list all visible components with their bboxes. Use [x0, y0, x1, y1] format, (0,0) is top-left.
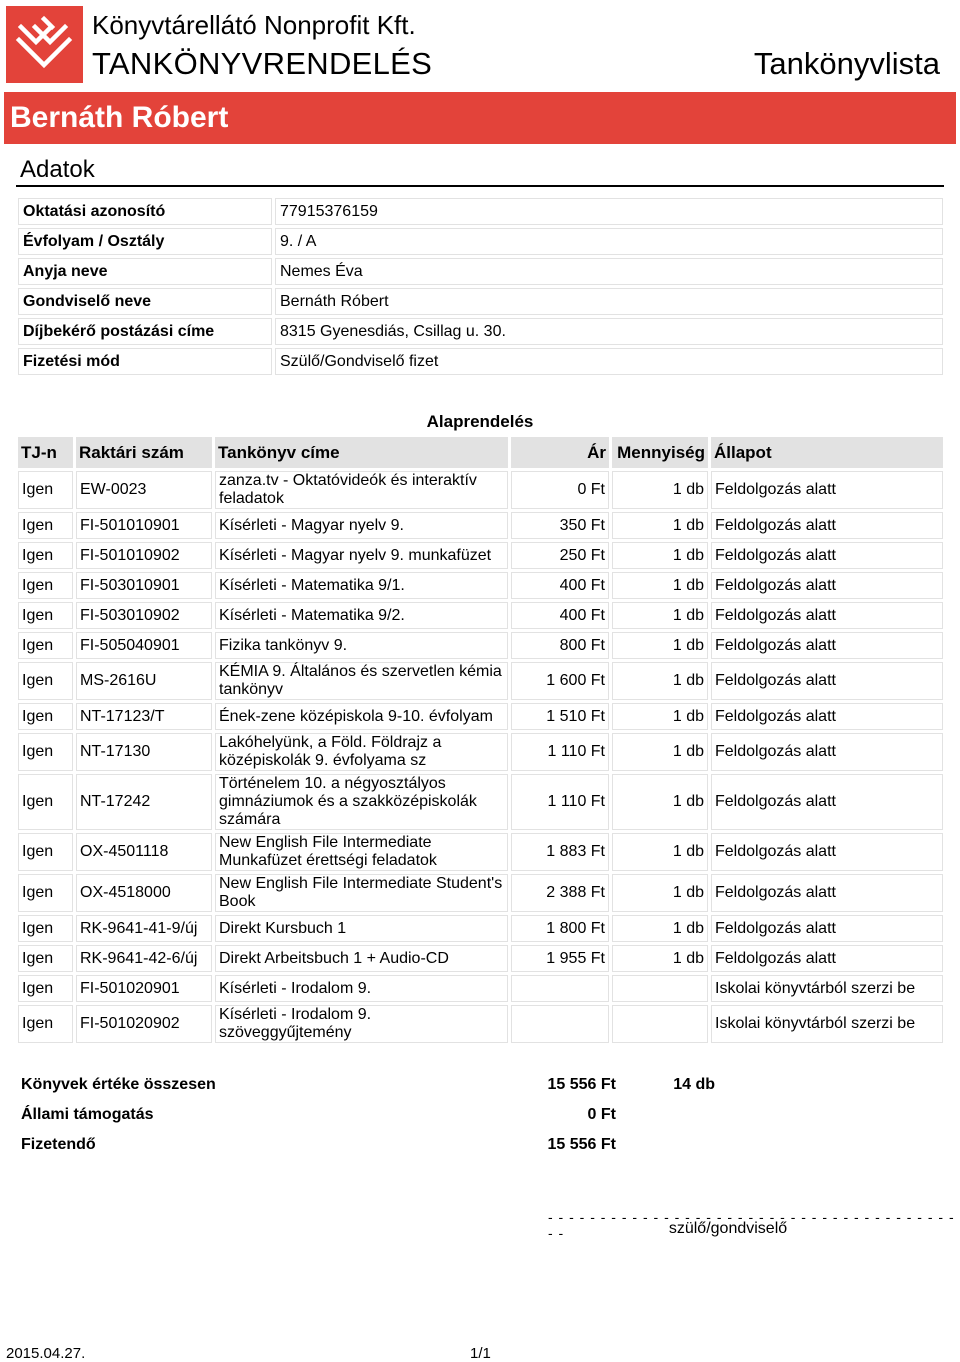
- table-row: [18, 512, 943, 539]
- info-row: [18, 258, 943, 285]
- book-tj: Igen: [18, 733, 73, 771]
- info-label: Oktatási azonosító: [18, 198, 272, 225]
- info-row: [18, 318, 943, 345]
- book-code: FI-501010901: [76, 512, 212, 539]
- col-header-title: Tankönyv címe: [215, 437, 508, 468]
- totals-price: 15 556 Ft: [547, 1135, 616, 1153]
- book-tj: Igen: [18, 874, 73, 912]
- book-tj: Igen: [18, 572, 73, 599]
- book-quantity: 1 db: [612, 703, 708, 730]
- book-code: FI-501020902: [76, 1005, 212, 1043]
- book-price: 1 600 Ft: [511, 662, 609, 700]
- order-title: Alaprendelés: [426, 412, 534, 431]
- book-quantity: 1 db: [612, 572, 708, 599]
- table-row: [18, 542, 943, 569]
- book-title: Kísérleti - Matematika 9/1.: [215, 572, 508, 599]
- totals-quantity: [622, 1131, 718, 1158]
- book-code: RK-9641-42-6/új: [76, 945, 212, 972]
- totals-row: [18, 1101, 943, 1128]
- org-name: Könyvtárellátó Nonprofit Kft.: [92, 10, 416, 40]
- book-title: Fizika tankönyv 9.: [215, 632, 508, 659]
- book-title: KÉMIA 9. Általános és szervetlen kémia tankönyv: [215, 662, 508, 700]
- col-header-qty: Mennyiség: [612, 437, 708, 468]
- book-quantity: 1 db: [612, 733, 708, 771]
- book-price: 1 883 Ft: [511, 833, 609, 871]
- table-row: [18, 774, 943, 830]
- totals-quantity: 14 db: [673, 1075, 715, 1093]
- book-tj: Igen: [18, 542, 73, 569]
- book-title: Történelem 10. a négyosztályos gimnáziumok és a szakközépiskolák számára: [215, 774, 508, 830]
- book-code: FI-501010902: [76, 542, 212, 569]
- col-header-price: Ár: [511, 437, 609, 468]
- student-name: Bernáth Róbert: [10, 101, 229, 134]
- table-row: [18, 833, 943, 871]
- table-row: [18, 915, 943, 942]
- book-status: Feldolgozás alatt: [711, 632, 943, 659]
- totals-label: Fizetendő: [21, 1135, 96, 1153]
- book-title: Kísérleti - Irodalom 9. szöveggyűjtemény: [215, 1005, 508, 1043]
- book-tj: Igen: [18, 915, 73, 942]
- info-value: Szülő/Gondviselő fizet: [275, 348, 943, 375]
- book-status: Feldolgozás alatt: [711, 572, 943, 599]
- book-tj: Igen: [18, 945, 73, 972]
- table-row: [18, 703, 943, 730]
- book-code: NT-17130: [76, 733, 212, 771]
- book-code: FI-503010902: [76, 602, 212, 629]
- info-value: Bernáth Róbert: [275, 288, 943, 315]
- app-title: TANKÖNYVRENDELÉS: [92, 46, 433, 81]
- book-quantity: 1 db: [612, 662, 708, 700]
- book-status: Iskolai könyvtárból szerzi be: [711, 975, 943, 1002]
- book-tj: Igen: [18, 703, 73, 730]
- book-title: Kísérleti - Matematika 9/2.: [215, 602, 508, 629]
- book-title: New English File Intermediate Student's Book: [215, 874, 508, 912]
- book-price: [511, 975, 609, 1002]
- book-code: OX-4518000: [76, 874, 212, 912]
- signature-label: szülő/gondviselő: [668, 1220, 788, 1237]
- book-tj: Igen: [18, 602, 73, 629]
- book-quantity: 1 db: [612, 542, 708, 569]
- book-quantity: [612, 1005, 708, 1043]
- info-value: 9. / A: [275, 228, 943, 255]
- book-title: Direkt Arbeitsbuch 1 + Audio-CD: [215, 945, 508, 972]
- book-status: Feldolgozás alatt: [711, 874, 943, 912]
- book-tj: Igen: [18, 833, 73, 871]
- book-code: FI-503010901: [76, 572, 212, 599]
- book-title: Kísérleti - Magyar nyelv 9. munkafüzet: [215, 542, 508, 569]
- info-value: 77915376159: [275, 198, 943, 225]
- table-row: [18, 662, 943, 700]
- student-info-table: [15, 195, 946, 378]
- student-banner: [4, 92, 956, 144]
- info-value: Nemes Éva: [275, 258, 943, 285]
- book-price: [511, 1005, 609, 1043]
- book-quantity: 1 db: [612, 774, 708, 830]
- book-title: zanza.tv - Oktatóvideók és interaktív feladatok: [215, 471, 508, 509]
- totals-price: 15 556 Ft: [547, 1075, 616, 1093]
- book-title: Direkt Kursbuch 1: [215, 915, 508, 942]
- book-status: Feldolgozás alatt: [711, 833, 943, 871]
- book-quantity: 1 db: [612, 632, 708, 659]
- page-title: Tankönyvlista: [753, 46, 940, 81]
- totals-row: [18, 1071, 943, 1098]
- book-tj: Igen: [18, 662, 73, 700]
- book-status: Feldolgozás alatt: [711, 733, 943, 771]
- footer-date: 2015.04.27.: [6, 1345, 86, 1362]
- book-title: Kísérleti - Irodalom 9.: [215, 975, 508, 1002]
- book-code: RK-9641-41-9/új: [76, 915, 212, 942]
- book-tj: Igen: [18, 1005, 73, 1043]
- book-quantity: 1 db: [612, 915, 708, 942]
- brand-logo-icon: [6, 6, 83, 83]
- book-tj: Igen: [18, 512, 73, 539]
- book-status: Feldolgozás alatt: [711, 662, 943, 700]
- book-price: 1 955 Ft: [511, 945, 609, 972]
- footer-page-number: 1/1: [470, 1345, 491, 1362]
- info-value: 8315 Gyenesdiás, Csillag u. 30.: [275, 318, 943, 345]
- table-row: [18, 874, 943, 912]
- book-code: EW-0023: [76, 471, 212, 509]
- book-status: Feldolgozás alatt: [711, 542, 943, 569]
- info-row: [18, 198, 943, 225]
- info-label: Fizetési mód: [18, 348, 272, 375]
- book-title: New English File Intermediate Munkafüzet érettségi feladatok: [215, 833, 508, 871]
- col-header-status: Állapot: [711, 437, 943, 468]
- book-status: Feldolgozás alatt: [711, 602, 943, 629]
- book-title: Lakóhelyünk, a Föld. Földrajz a középiskolák 9. évfolyama sz: [215, 733, 508, 771]
- book-status: Feldolgozás alatt: [711, 774, 943, 830]
- totals-table: [15, 1068, 946, 1161]
- col-header-code: Raktári szám: [76, 437, 212, 468]
- book-quantity: 1 db: [612, 874, 708, 912]
- info-label: Díjbekérő postázási címe: [18, 318, 272, 345]
- book-code: NT-17242: [76, 774, 212, 830]
- book-status: Iskolai könyvtárból szerzi be: [711, 1005, 943, 1043]
- table-row: [18, 572, 943, 599]
- totals-label: Állami támogatás: [21, 1105, 154, 1123]
- signature-line: - - - - - - - - - - - - - - - - - - - - - - - - - - - - - - - - - - - - - - - - -: [548, 1209, 955, 1241]
- table-row: [18, 632, 943, 659]
- book-price: 0 Ft: [511, 471, 609, 509]
- book-status: Feldolgozás alatt: [711, 471, 943, 509]
- info-label: Gondviselő neve: [18, 288, 272, 315]
- book-quantity: 1 db: [612, 833, 708, 871]
- book-tj: Igen: [18, 774, 73, 830]
- section-title: Adatok: [20, 156, 95, 183]
- book-status: Feldolgozás alatt: [711, 945, 943, 972]
- info-row: [18, 228, 943, 255]
- info-label: Anyja neve: [18, 258, 272, 285]
- book-status: Feldolgozás alatt: [711, 915, 943, 942]
- book-title: Ének-zene középiskola 9-10. évfolyam: [215, 703, 508, 730]
- book-price: 2 388 Ft: [511, 874, 609, 912]
- book-quantity: 1 db: [612, 471, 708, 509]
- book-price: 350 Ft: [511, 512, 609, 539]
- table-row: [18, 471, 943, 509]
- info-row: [18, 348, 943, 375]
- book-order-table: [15, 434, 946, 1046]
- book-code: OX-4501118: [76, 833, 212, 871]
- book-price: 400 Ft: [511, 572, 609, 599]
- book-quantity: [612, 975, 708, 1002]
- book-price: 1 800 Ft: [511, 915, 609, 942]
- info-label: Évfolyam / Osztály: [18, 228, 272, 255]
- totals-price: 0 Ft: [587, 1105, 616, 1123]
- totals-quantity: [622, 1101, 718, 1128]
- book-quantity: 1 db: [612, 512, 708, 539]
- book-tj: Igen: [18, 632, 73, 659]
- book-status: Feldolgozás alatt: [711, 512, 943, 539]
- book-price: 1 510 Ft: [511, 703, 609, 730]
- table-row: [18, 602, 943, 629]
- book-price: 1 110 Ft: [511, 733, 609, 771]
- book-price: 400 Ft: [511, 602, 609, 629]
- table-row: [18, 733, 943, 771]
- table-row: [18, 1005, 943, 1043]
- book-price: 1 110 Ft: [511, 774, 609, 830]
- book-status: Feldolgozás alatt: [711, 703, 943, 730]
- info-row: [18, 288, 943, 315]
- book-tj: Igen: [18, 975, 73, 1002]
- table-row: [18, 945, 943, 972]
- table-row: [18, 975, 943, 1002]
- book-title: Kísérleti - Magyar nyelv 9.: [215, 512, 508, 539]
- book-code: NT-17123/T: [76, 703, 212, 730]
- totals-label: Könyvek értéke összesen: [21, 1075, 216, 1093]
- book-price: 800 Ft: [511, 632, 609, 659]
- col-header-tj: TJ-n: [18, 437, 73, 468]
- section-divider: [16, 185, 944, 187]
- book-tj: Igen: [18, 471, 73, 509]
- totals-row: [18, 1131, 943, 1158]
- book-quantity: 1 db: [612, 602, 708, 629]
- order-header-row: [18, 437, 943, 468]
- book-price: 250 Ft: [511, 542, 609, 569]
- book-code: FI-501020901: [76, 975, 212, 1002]
- book-code: FI-505040901: [76, 632, 212, 659]
- book-quantity: 1 db: [612, 945, 708, 972]
- book-code: MS-2616U: [76, 662, 212, 700]
